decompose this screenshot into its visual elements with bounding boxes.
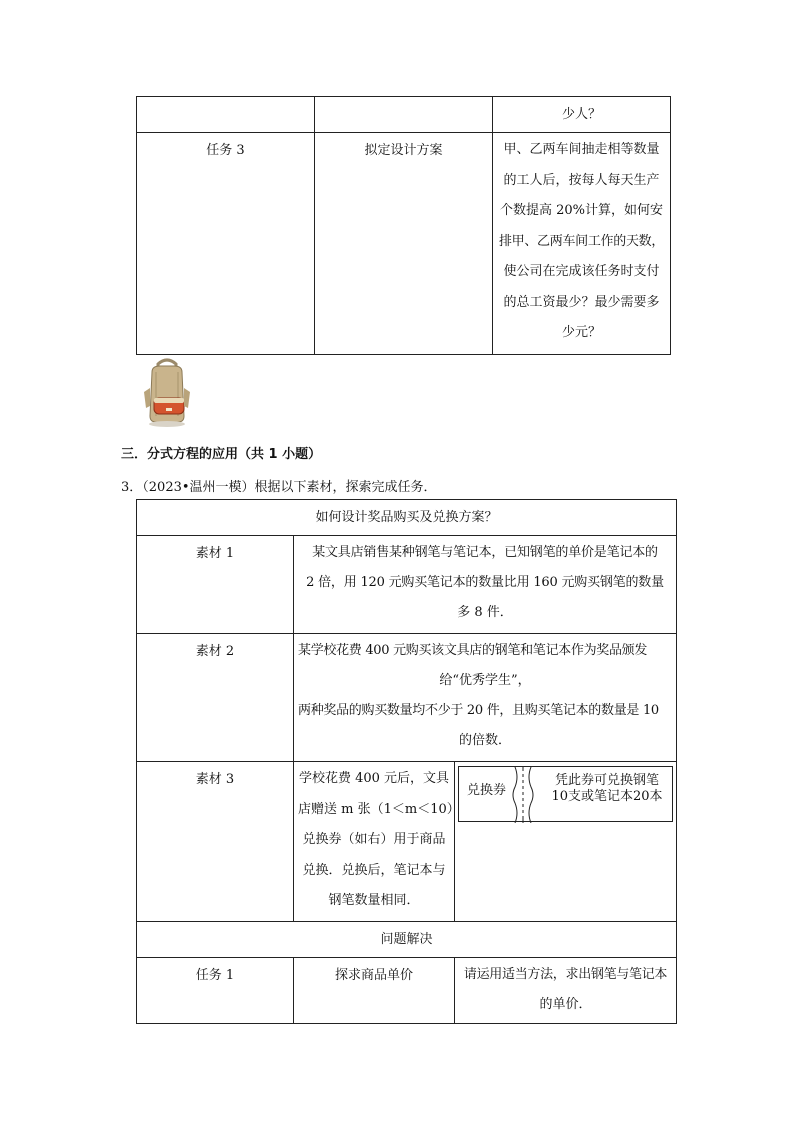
text-line: 的总工资最少？最少需要多 <box>503 294 660 310</box>
text-line: 兑换券（如右）用于商品 <box>302 832 446 847</box>
text-line: 的倍数． <box>458 733 511 748</box>
table-row <box>137 762 677 922</box>
text-line: 店赠送 m 张（1＜m＜10） <box>298 801 460 817</box>
task1-label: 任务 1 <box>137 958 294 1024</box>
coupon <box>458 766 673 822</box>
task1-description <box>455 958 677 1024</box>
text-line: 10支或笔记本20本 <box>551 789 663 804</box>
problem-intro: 3．（2023•温州一模）根据以下素材，探索完成任务． <box>121 480 437 495</box>
text-line: 2 倍，用 120 元购买笔记本的数量比用 160 元购买钢笔的数量 <box>306 575 664 590</box>
section-solve: 问题解决 <box>137 922 677 958</box>
table-row <box>137 536 677 634</box>
text-line: 多 8 件． <box>457 605 513 620</box>
text-line: 钢笔数量相同． <box>328 893 420 908</box>
material2-content <box>294 634 677 762</box>
text-line: 排甲、乙两车间工作的天数， <box>498 233 665 249</box>
text-line: 两种奖品的购买数量均不少于 20 件，且购买笔记本的数量是 10 <box>298 703 659 718</box>
text-line: 学校花费 400 元后，文具 <box>298 771 450 786</box>
materials-table <box>136 499 677 1024</box>
table-row <box>137 634 677 762</box>
text-line: 凭此券可兑换钢笔 <box>554 773 659 788</box>
text-line: 使公司在完成该任务时支付 <box>503 264 660 279</box>
table-cell <box>315 97 493 133</box>
material3-label: 素材 3 <box>137 762 294 922</box>
table-cell <box>137 97 315 133</box>
coupon-text <box>545 773 669 805</box>
text-line: 某学校花费 400 元购买该文具店的钢笔和笔记本作为奖品颁发 <box>298 643 648 658</box>
material2-label: 素材 2 <box>137 634 294 762</box>
table-cell: 少人？ <box>493 97 671 133</box>
task3-name: 拟定设计方案 <box>315 133 493 355</box>
material3-content <box>294 762 460 922</box>
text-line: 请运用适当方法，求出钢笔与笔记本 <box>463 967 668 982</box>
task3-description <box>493 133 671 355</box>
text-line: 的单价． <box>539 997 592 1012</box>
table-title: 如何设计奖品购买及兑换方案？ <box>137 500 677 536</box>
table-continued <box>136 96 671 355</box>
coupon-cell <box>455 762 677 922</box>
task3-label: 任务 3 <box>137 133 315 355</box>
table-row <box>137 958 677 1024</box>
text-line: 兑换．兑换后，笔记本与 <box>302 862 446 878</box>
text-line: 某文具店销售某种钢笔与笔记本，已知钢笔的单价是笔记本的 <box>312 545 658 560</box>
section-heading: 三．分式方程的应用（共 1 小题） <box>121 447 322 462</box>
material1-label: 素材 1 <box>137 536 294 634</box>
text-line: 给“优秀学生”， <box>439 673 531 688</box>
backpack-icon <box>140 358 194 428</box>
text-line: 少元？ <box>561 325 601 340</box>
coupon-title: 兑换券 <box>467 783 507 798</box>
text-line: 的工人后，按每人每天生产 <box>503 172 660 188</box>
task1-name: 探求商品单价 <box>294 958 455 1024</box>
table-row <box>137 133 671 355</box>
table-row <box>137 97 671 133</box>
text-line: 个数提高 20%计算，如何安 <box>499 203 664 218</box>
table-row <box>137 500 677 536</box>
text-line: 甲、乙两车间抽走相等数量 <box>503 142 660 157</box>
table-row <box>137 922 677 958</box>
material1-content <box>294 536 677 634</box>
